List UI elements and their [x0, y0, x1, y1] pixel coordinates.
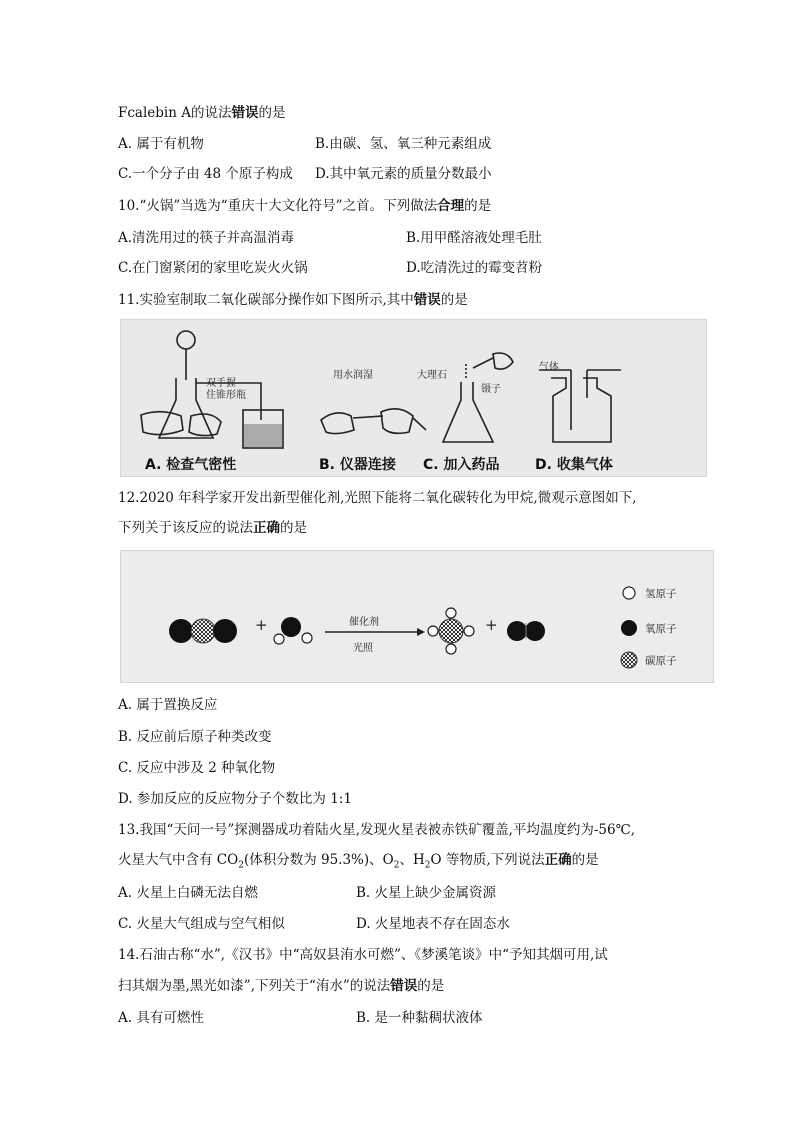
light-label: 光照: [353, 643, 373, 654]
q10-option-c: C.在门窗紧闭的家里吃炭火火锅: [118, 260, 308, 276]
q12-stem-line1: 12.2020 年科学家开发出新型催化剂,光照下能将二氧化碳转化为甲烷,微观示意图如下,: [118, 490, 637, 506]
label-a: 双手握 住锥形瓶: [206, 378, 246, 401]
q12-option-d: D. 参加反应的反应物分子个数比为 1:1: [118, 791, 352, 807]
label-b: 用水润湿: [333, 370, 373, 381]
q10-option-a: A.清洗用过的筷子并高温消毒: [118, 230, 295, 246]
q13-option-d: D. 火星地表不存在固态水: [356, 916, 510, 932]
q9-stem: Fcalebin A的说法错误的是: [118, 105, 286, 121]
caption-b: B. 仪器连接: [319, 457, 396, 473]
q10-option-b: B.用甲醛溶液处理毛肚: [406, 230, 542, 246]
q14-option-b: B. 是一种黏稠状液体: [356, 1010, 483, 1026]
q12-option-a: A. 属于置换反应: [118, 697, 218, 713]
q12-stem-line2: 下列关于该反应的说法正确的是: [118, 520, 307, 536]
plus-sign-1: +: [255, 616, 268, 634]
q12-option-c: C. 反应中涉及 2 种氧化物: [118, 760, 276, 776]
q14-stem-line2: 扫其烟为墨,黑光如漆”,下列关于“洧水”的说法错误的是: [118, 978, 445, 994]
q14-stem-line1: 14.石油古称“水”,《汉书》中“高奴县洧水可燃”、《梦溪笔谈》中“予知其烟可用,试: [118, 947, 608, 963]
caption-a: A. 检查气密性: [145, 457, 237, 473]
q14-option-a: A. 具有可燃性: [118, 1010, 204, 1026]
q10-option-d: D.吃清洗过的霉变苕粉: [406, 260, 543, 276]
reaction-diagram: [121, 551, 713, 682]
q13-option-b: B. 火星上缺少金属资源: [356, 885, 497, 901]
caption-c: C. 加入药品: [423, 457, 500, 473]
q13-option-c: C. 火星大气组成与空气相似: [118, 916, 285, 932]
catalyst-label: 催化剂: [349, 617, 379, 628]
q11-stem: 11.实验室制取二氧化碳部分操作如下图所示,其中错误的是: [118, 292, 468, 308]
label-c2: 镊子: [481, 384, 501, 395]
label-c1: 大理石: [417, 370, 447, 381]
legend-hydrogen: 氢原子: [645, 588, 677, 600]
q12-option-b: B. 反应前后原子种类改变: [118, 729, 272, 745]
q9-option-c: C.一个分子由 48 个原子构成: [118, 166, 293, 182]
q9-option-a: A. 属于有机物: [118, 136, 204, 152]
q9-option-b: B.由碳、氢、氧三种元素组成: [315, 136, 492, 152]
legend-carbon: 碳原子: [645, 655, 677, 667]
q11-figure: [120, 319, 707, 477]
q12-figure: [120, 550, 714, 683]
q13-option-a: A. 火星上白磷无法自燃: [118, 885, 258, 901]
label-d: 气体: [539, 362, 559, 373]
q10-stem: 10.“火锅”当选为“重庆十大文化符号”之首。下列做法合理的是: [118, 198, 492, 214]
plus-sign-2: +: [485, 616, 498, 634]
q13-stem-line1: 13.我国“天问一号”探测器成功着陆火星,发现火星表被赤铁矿覆盖,平均温度约为-56℃,: [118, 822, 635, 838]
caption-d: D. 收集气体: [535, 457, 613, 473]
q9-option-d: D.其中氧元素的质量分数最小: [315, 166, 492, 182]
q13-stem-line2: 火星大气中含有 $CO_2$(体积分数为 95.3%)、$O_2$、$H_2O$ 等物质,下列说法正确的是: [118, 852, 599, 871]
legend-oxygen: 氧原子: [645, 623, 677, 635]
